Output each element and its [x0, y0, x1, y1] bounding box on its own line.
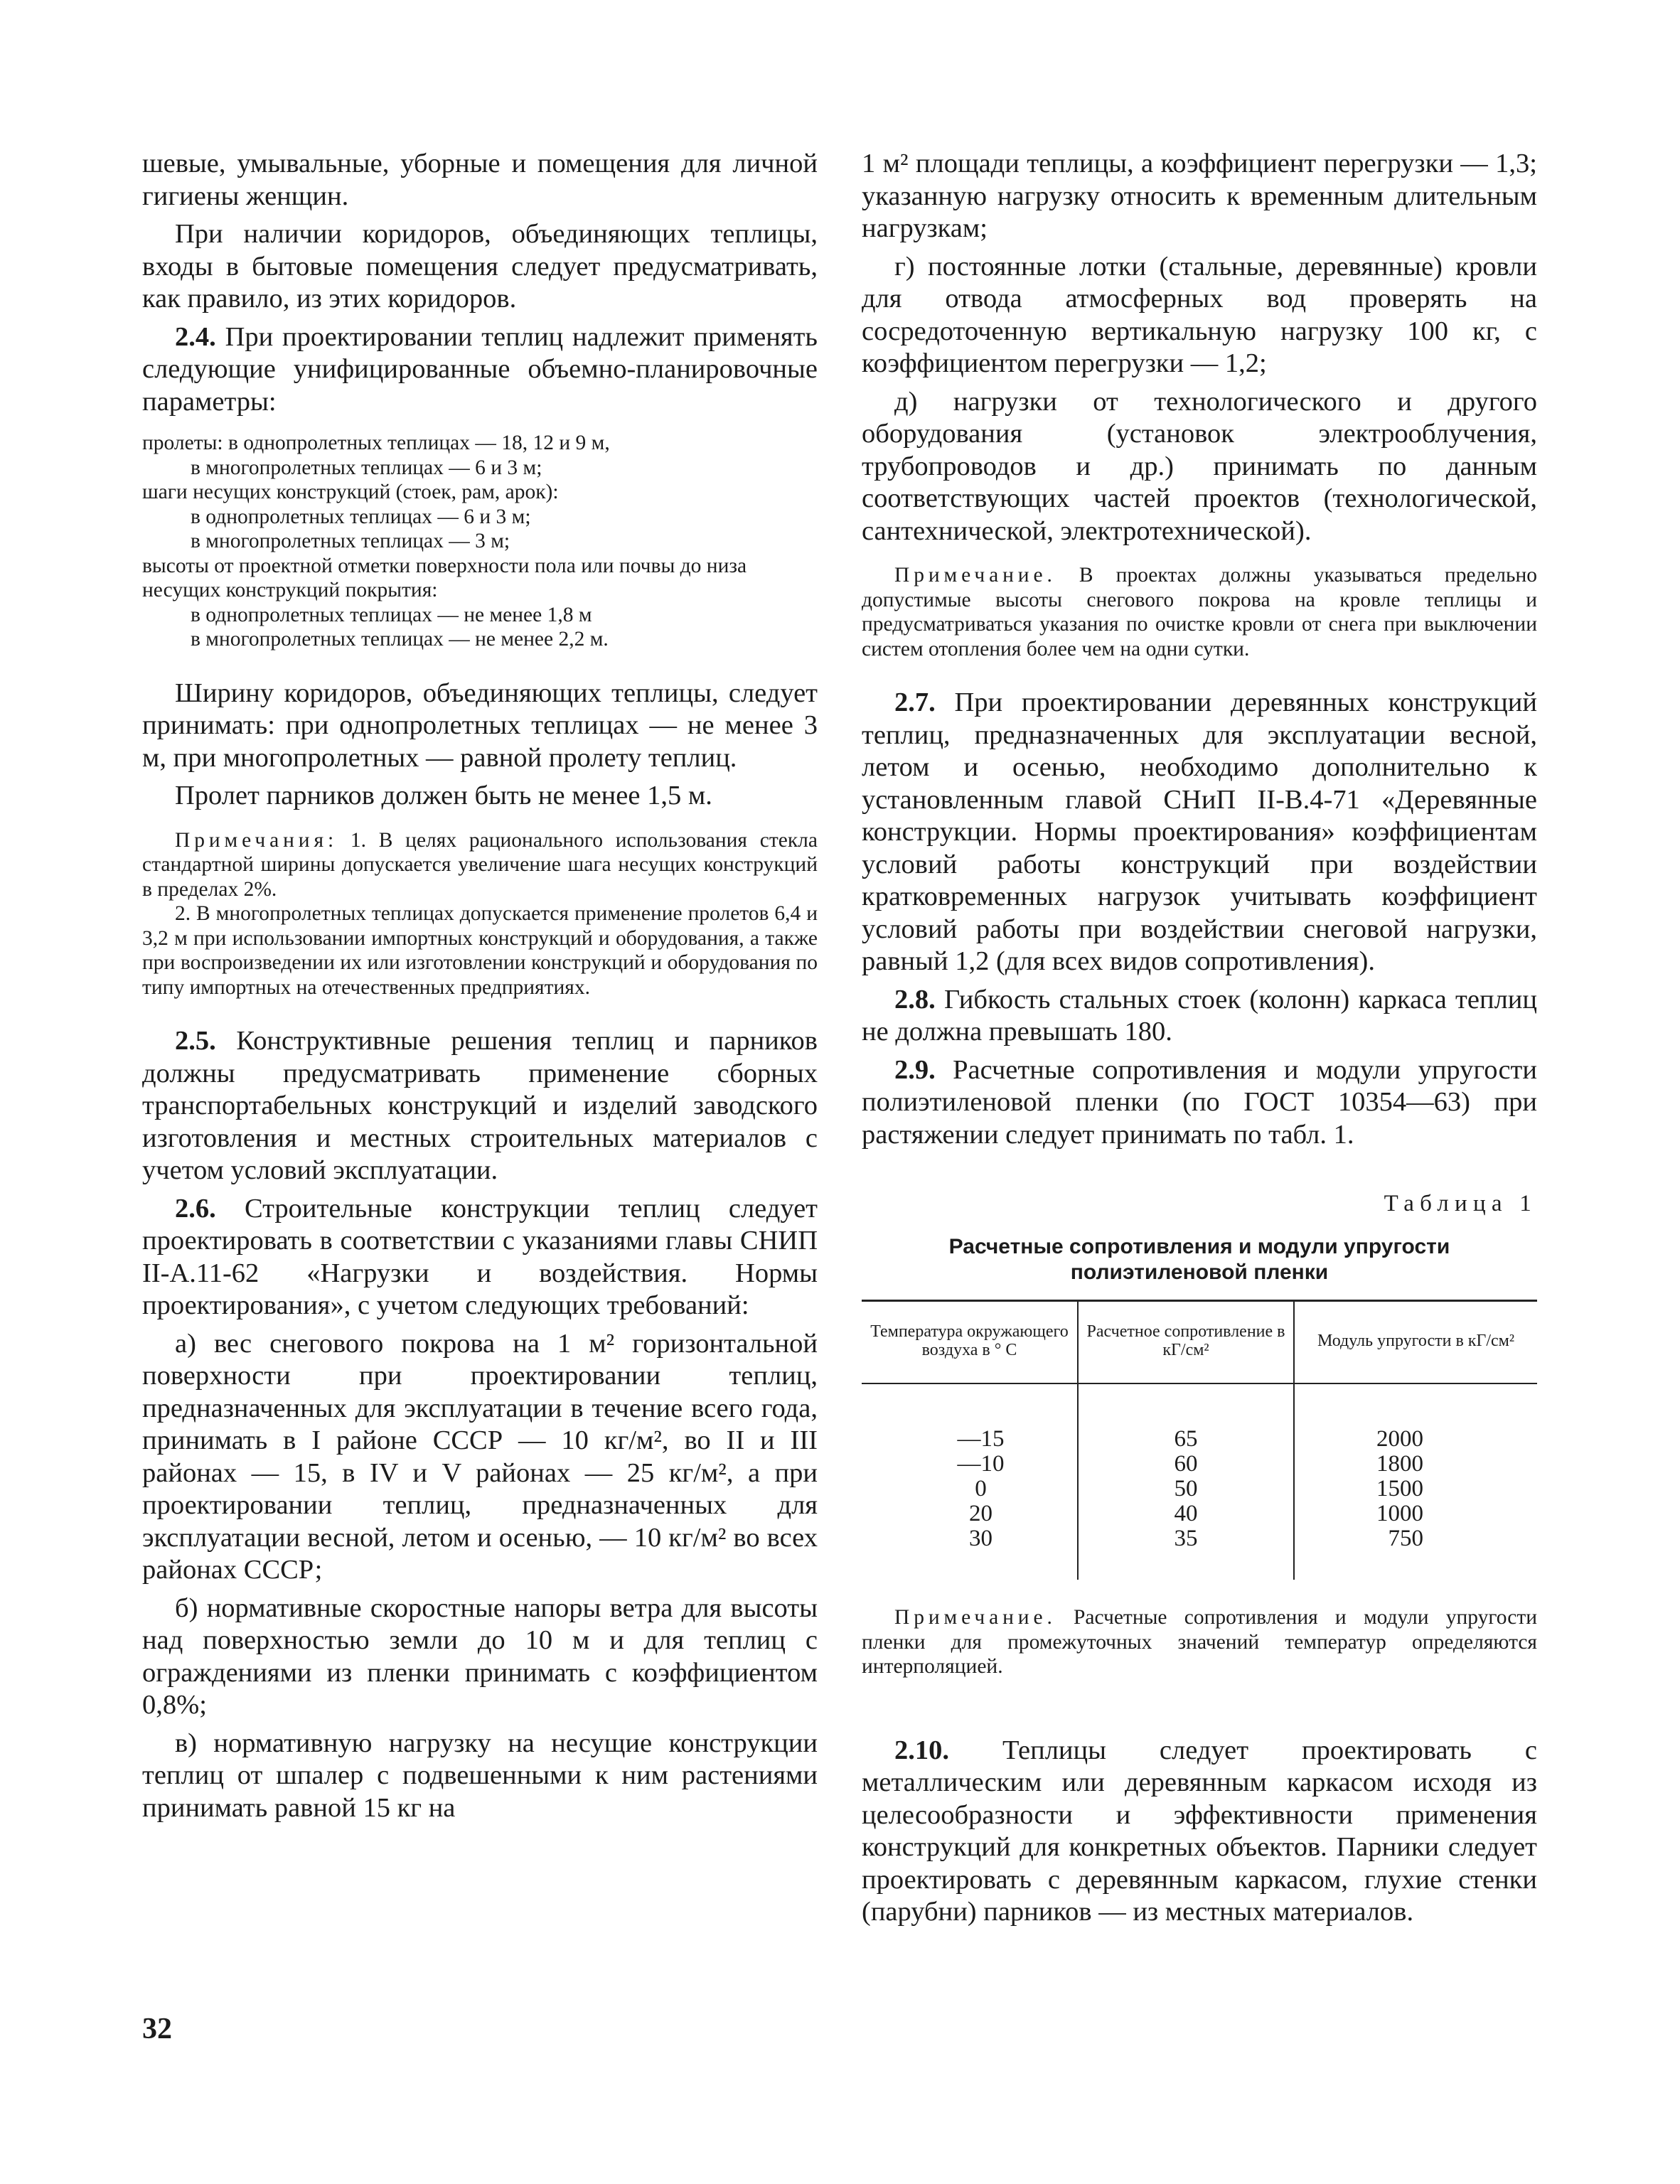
- cell-temperature: 30: [969, 1526, 993, 1551]
- cell-resistance: 60: [1078, 1452, 1294, 1477]
- section-2-9: [862, 1054, 1537, 1152]
- paragraph-corridor-width: Ширину коридоров, объединяющих теплицы, следует принимать: при однопролетных теплицах — не менее 3 м, при многопролетных — равной пролету теплиц.: [142, 678, 818, 773]
- cell-modulus: 1500: [1294, 1477, 1537, 1502]
- cell-modulus: 750: [1294, 1526, 1537, 1580]
- item-g: г) постоянные лотки (стальные, деревянные) кровли для отвода атмосферных вод проверять на сосредоточенную вертикальную нагрузку 100 кг, с коэффициентом перегрузки — 1,2;: [862, 251, 1537, 378]
- section-text: Гибкость стальных стоек (колонн) каркаса теплиц не должна превышать 180.: [862, 984, 1537, 1046]
- section-2-10: [862, 1735, 1537, 1929]
- item-a: а) вес снегового покрова на 1 м² горизонтальной поверхности при проектировании теплиц, предназначенных для эксплуатации в течение всего года, принимать в I районе СССР — 10 кг/м², во II и III районах — 15, в IV и V районах — 25 кг/м², а при проектировании теплиц, предназначенных для эксплуатации весной, летом и осенью, — 10 кг/м² во всех районах СССР;: [142, 1328, 818, 1585]
- table-row: [862, 1452, 1537, 1477]
- cell-temperature: 0: [975, 1476, 987, 1502]
- param-line: высоты от проектной отметки поверхности пола или почвы до низа несущих конструкций покрытия:: [142, 554, 747, 601]
- section-2-5: [142, 1025, 818, 1187]
- param-line: в однопролетных теплицах — 6 и 3 м;: [191, 505, 531, 528]
- section-2-6: [142, 1193, 818, 1322]
- paragraph-corridors: При наличии коридоров, объединяющих теплицы, входы в бытовые помещения следует предусматривать, как правило, из этих коридоров.: [142, 219, 818, 314]
- param-line: шаги несущих конструкций (стоек, рам, арок):: [142, 481, 559, 503]
- cell-temperature: 20: [969, 1501, 993, 1526]
- cell-temperature: —10: [957, 1451, 1005, 1477]
- parameters-list: [142, 431, 818, 652]
- section-text: Теплицы следует проектировать с металлическим или деревянным каркасом исходя из целесообразности и эффективности применения конструкций для конкретных объектов. Парники следует проектировать с деревянным каркасом, глухие стенки (парубни) парников — из местных материалов.: [862, 1735, 1537, 1927]
- section-number: 2.10.: [894, 1735, 949, 1765]
- param-line: пролеты: в однопролетных теплицах — 18, 12 и 9 м,: [142, 432, 610, 454]
- paragraph-continuation: шевые, умывальные, уборные и помещения для личной гигиены женщин.: [142, 149, 818, 211]
- header-temperature: Температура окружающего воздуха в ° С: [862, 1301, 1078, 1384]
- section-text: При проектировании теплиц надлежит применять следующие унифицированные объемно-планировочные параметры:: [142, 321, 818, 417]
- param-line: в многопролетных теплицах — 6 и 3 м;: [191, 456, 542, 479]
- note-1-text: 1. В целях рационального использования стекла стандартной ширины допускается увеличение шага несущих конструкций в пределах 2%.: [142, 828, 818, 901]
- header-resistance: Расчетное сопротивление в кГ/см²: [1078, 1301, 1294, 1384]
- section-number: 2.9.: [894, 1054, 936, 1085]
- table-row: [862, 1477, 1537, 1502]
- section-text: При проектировании деревянных конструкций теплиц, предназначенных для эксплуатации весной, летом и осенью, необходимо дополнительно к установленным главой СНиП II-В.4-71 «Деревянные конструкции. Нормы проектирования» коэффициентам условий работы конструкций при воздействии кратковременных нагрузок учитывать коэффициент условий работы при воздействии снеговой нагрузки, равный 1,2 (для всех видов сопротивления).: [862, 687, 1537, 976]
- param-line: в многопролетных теплицах — не менее 2,2 м.: [191, 628, 609, 651]
- paragraph-hotbed-span: Пролет парников должен быть не менее 1,5 м.: [175, 781, 712, 810]
- cell-resistance: 35: [1078, 1526, 1294, 1580]
- section-2-8: [862, 984, 1537, 1049]
- item-b: б) нормативные скоростные напоры ветра для высоты над поверхностью земли до 10 м и для теплиц с ограждениями из пленки принимать с коэффициентом 0,8%;: [142, 1592, 818, 1720]
- section-text: Расчетные сопротивления и модули упругости полиэтиленовой пленки (по ГОСТ 10354—63) при растяжении следует принимать по табл. 1.: [862, 1054, 1537, 1150]
- section-2-4: [142, 321, 818, 419]
- note-text: В проектах должны указываться предельно допустимые высоты снегового покрова на кровле теплицы и предусматриваться указания по очистке кровли от снега при выключении систем отопления более чем на одни сутки.: [862, 564, 1537, 660]
- section-number: 2.6.: [175, 1193, 216, 1224]
- section-number: 2.4.: [175, 321, 216, 352]
- cell-temperature: —15: [957, 1426, 1005, 1452]
- right-column: [862, 148, 1537, 1929]
- section-text: Строительные конструкции теплиц следует проектировать в соответствии с указаниями главы СНИП II-А.11-62 «Нагрузки и воздействия. Нормы проектирования», с учетом следующих требований:: [142, 1193, 818, 1320]
- table-row: [862, 1526, 1537, 1580]
- cell-resistance: 40: [1078, 1502, 1294, 1526]
- cell-resistance: 50: [1078, 1477, 1294, 1502]
- table-label: Таблица 1: [1384, 1191, 1537, 1216]
- data-table: [862, 1300, 1537, 1580]
- cell-resistance: 65: [1078, 1383, 1294, 1452]
- header-modulus: Модуль упругости в кГ/см²: [1294, 1301, 1537, 1384]
- item-d: д) нагрузки от технологического и другого оборудования (установок электрооблучения, трубопроводов и др.) принимать по данным соответствующих частей проектов (технологической, сантехнической, электротехнической).: [862, 386, 1537, 546]
- param-line: в многопролетных теплицах — 3 м;: [191, 530, 510, 552]
- cell-modulus: 1800: [1294, 1452, 1537, 1477]
- left-column: [142, 148, 818, 1824]
- note-2-text: 2. В многопролетных теплицах допускается применение пролетов 6,4 и 3,2 м при использовании импортных конструкций и оборудования, а также при воспроизведении их или изготовлении конструкций и оборудования по типу импортных на отечественных предприятиях.: [142, 902, 818, 999]
- note-snow: [862, 563, 1537, 661]
- table-title: Расчетные сопротивления и модули упругости полиэтиленовой пленки: [948, 1235, 1450, 1284]
- section-number: 2.5.: [175, 1026, 216, 1056]
- page-number: 32: [142, 2013, 172, 2045]
- notes-block-1: [142, 828, 818, 902]
- param-line: в однопролетных теплицах — не менее 1,8 м: [191, 603, 592, 626]
- notes-label: Примечания:: [175, 828, 338, 852]
- section-text: Конструктивные решения теплиц и парников должны предусматривать применение сборных транспортабельных конструкций и изделий заводского изготовления и местных строительных материалов с учетом условий эксплуатации.: [142, 1026, 818, 1185]
- cell-modulus: 2000: [1294, 1383, 1537, 1452]
- table-note-label: Примечание.: [894, 1606, 1056, 1629]
- section-2-7: [862, 687, 1537, 978]
- cell-modulus: 1000: [1294, 1502, 1537, 1526]
- table-note: [862, 1605, 1537, 1679]
- table-row: [862, 1383, 1537, 1452]
- paragraph-continuation: 1 м² площади теплицы, а коэффициент перегрузки — 1,3; указанную нагрузку относить к временным длительным нагрузкам;: [862, 149, 1537, 243]
- note-label: Примечание.: [894, 564, 1056, 587]
- section-number: 2.7.: [894, 687, 936, 717]
- table-note-text: Расчетные сопротивления и модули упругости пленки для промежуточных значений температур определяются интерполяцией.: [862, 1606, 1537, 1678]
- table-row: [862, 1502, 1537, 1526]
- section-number: 2.8.: [894, 984, 936, 1015]
- item-v: в) нормативную нагрузку на несущие конструкции теплиц от шпалер с подвешенными к ним растениями принимать равной 15 кг на: [142, 1728, 818, 1823]
- table-header-row: [862, 1301, 1537, 1384]
